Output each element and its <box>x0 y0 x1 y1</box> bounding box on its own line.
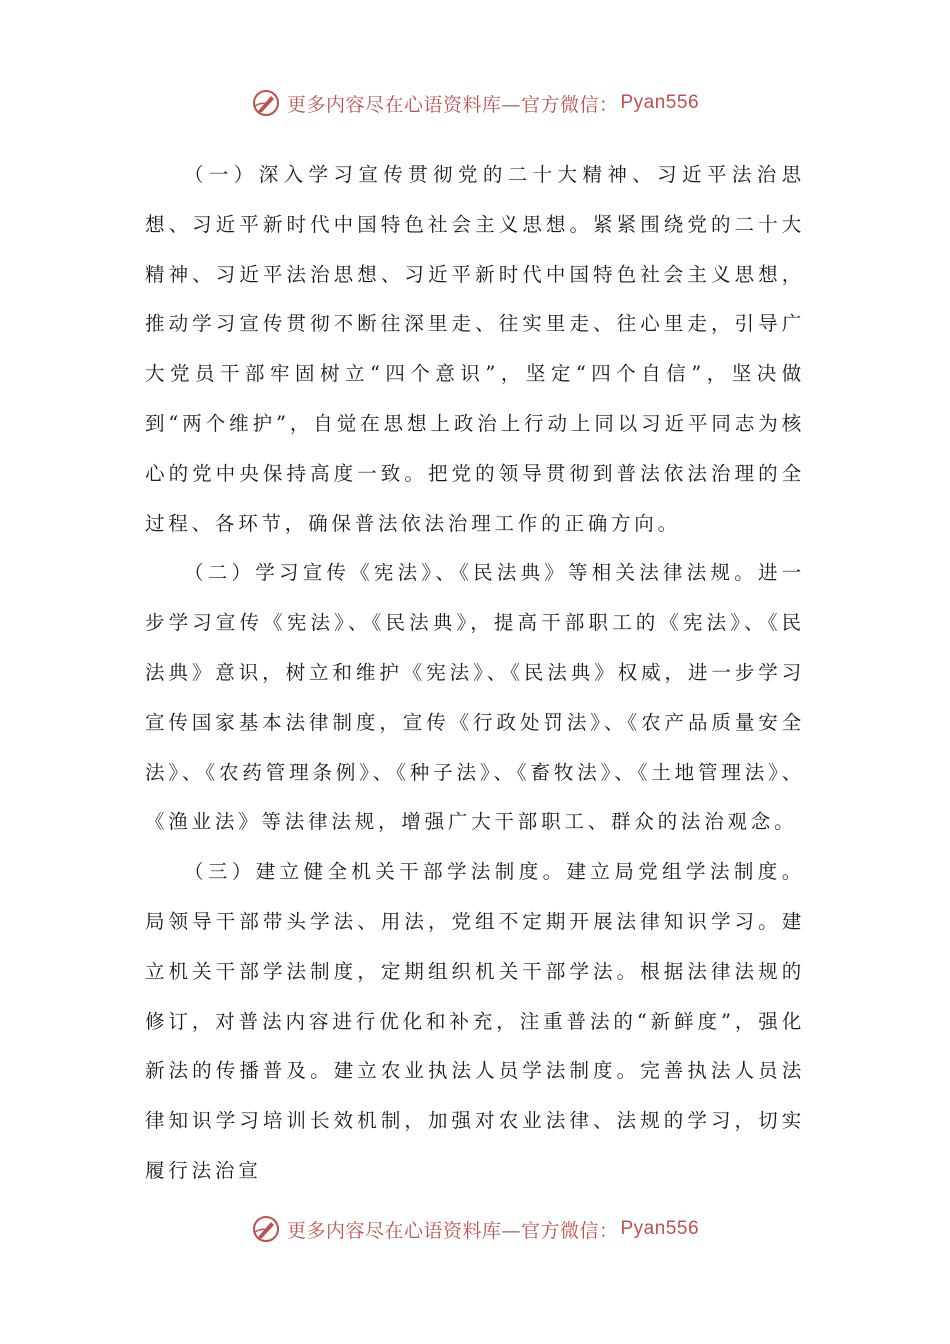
footer-banner <box>0 1209 950 1249</box>
banner-text: 更多内容尽在心语资料库—官方微信： <box>286 93 619 116</box>
pen-circle-icon <box>251 88 281 118</box>
header-banner <box>0 83 950 123</box>
paragraph-1: （一）深入学习宣传贯彻党的二十大精神、习近平法治思想、习近平新时代中国特色社会主义思想。紧紧围绕党的二十大精神、习近平法治思想、习近平新时代中国特色社会主义思想，推动学习宣传贯彻不断往深里走、往实里走、往心里走，引导广大党员干部牢固树立“四个意识”，坚定“四个自信”，坚决做到“两个维护”，自觉在思想上政治上行动上同以习近平同志为核心的党中央保持高度一致。把党的领导贯彻到普法依法治理的全过程、各环节，确保普法依法治理工作的正确方向。 <box>145 163 805 535</box>
paragraph-2: （二）学习宣传《宪法》、《民法典》等相关法律法规。进一步学习宣传《宪法》、《民法典》，提高干部职工的《宪法》、《民法典》意识，树立和维护《宪法》、《民法典》权威，进一步学习宣传国家基本法律制度，宣传《行政处罚法》、《农产品质量安全法》、《农药管理条例》、《种子法》、《畜牧法》、《土地管理法》、《渔业法》等法律法规，增强广大干部职工、群众的法治观念。 <box>145 561 805 834</box>
pen-circle-icon <box>251 1214 281 1244</box>
wechat-id: Pyan556 <box>620 92 700 113</box>
document-body <box>145 150 805 1196</box>
paragraph-3: （三）建立健全机关干部学法制度。建立局党组学法制度。局领导干部带头学法、用法，党组不定期开展法律知识学习。建立机关干部学法制度，定期组织机关干部学法。根据法律法规的修订，对普法内容进行优化和补充，注重普法的“新鲜度”，强化新法的传播普及。建立农业执法人员学法制度。完善执法人员法律知识学习培训长效机制，加强对农业法律、法规的学习，切实履行法治宣 <box>145 860 805 1182</box>
banner-text: 更多内容尽在心语资料库—官方微信： <box>286 1219 619 1242</box>
wechat-id: Pyan556 <box>620 1218 700 1239</box>
